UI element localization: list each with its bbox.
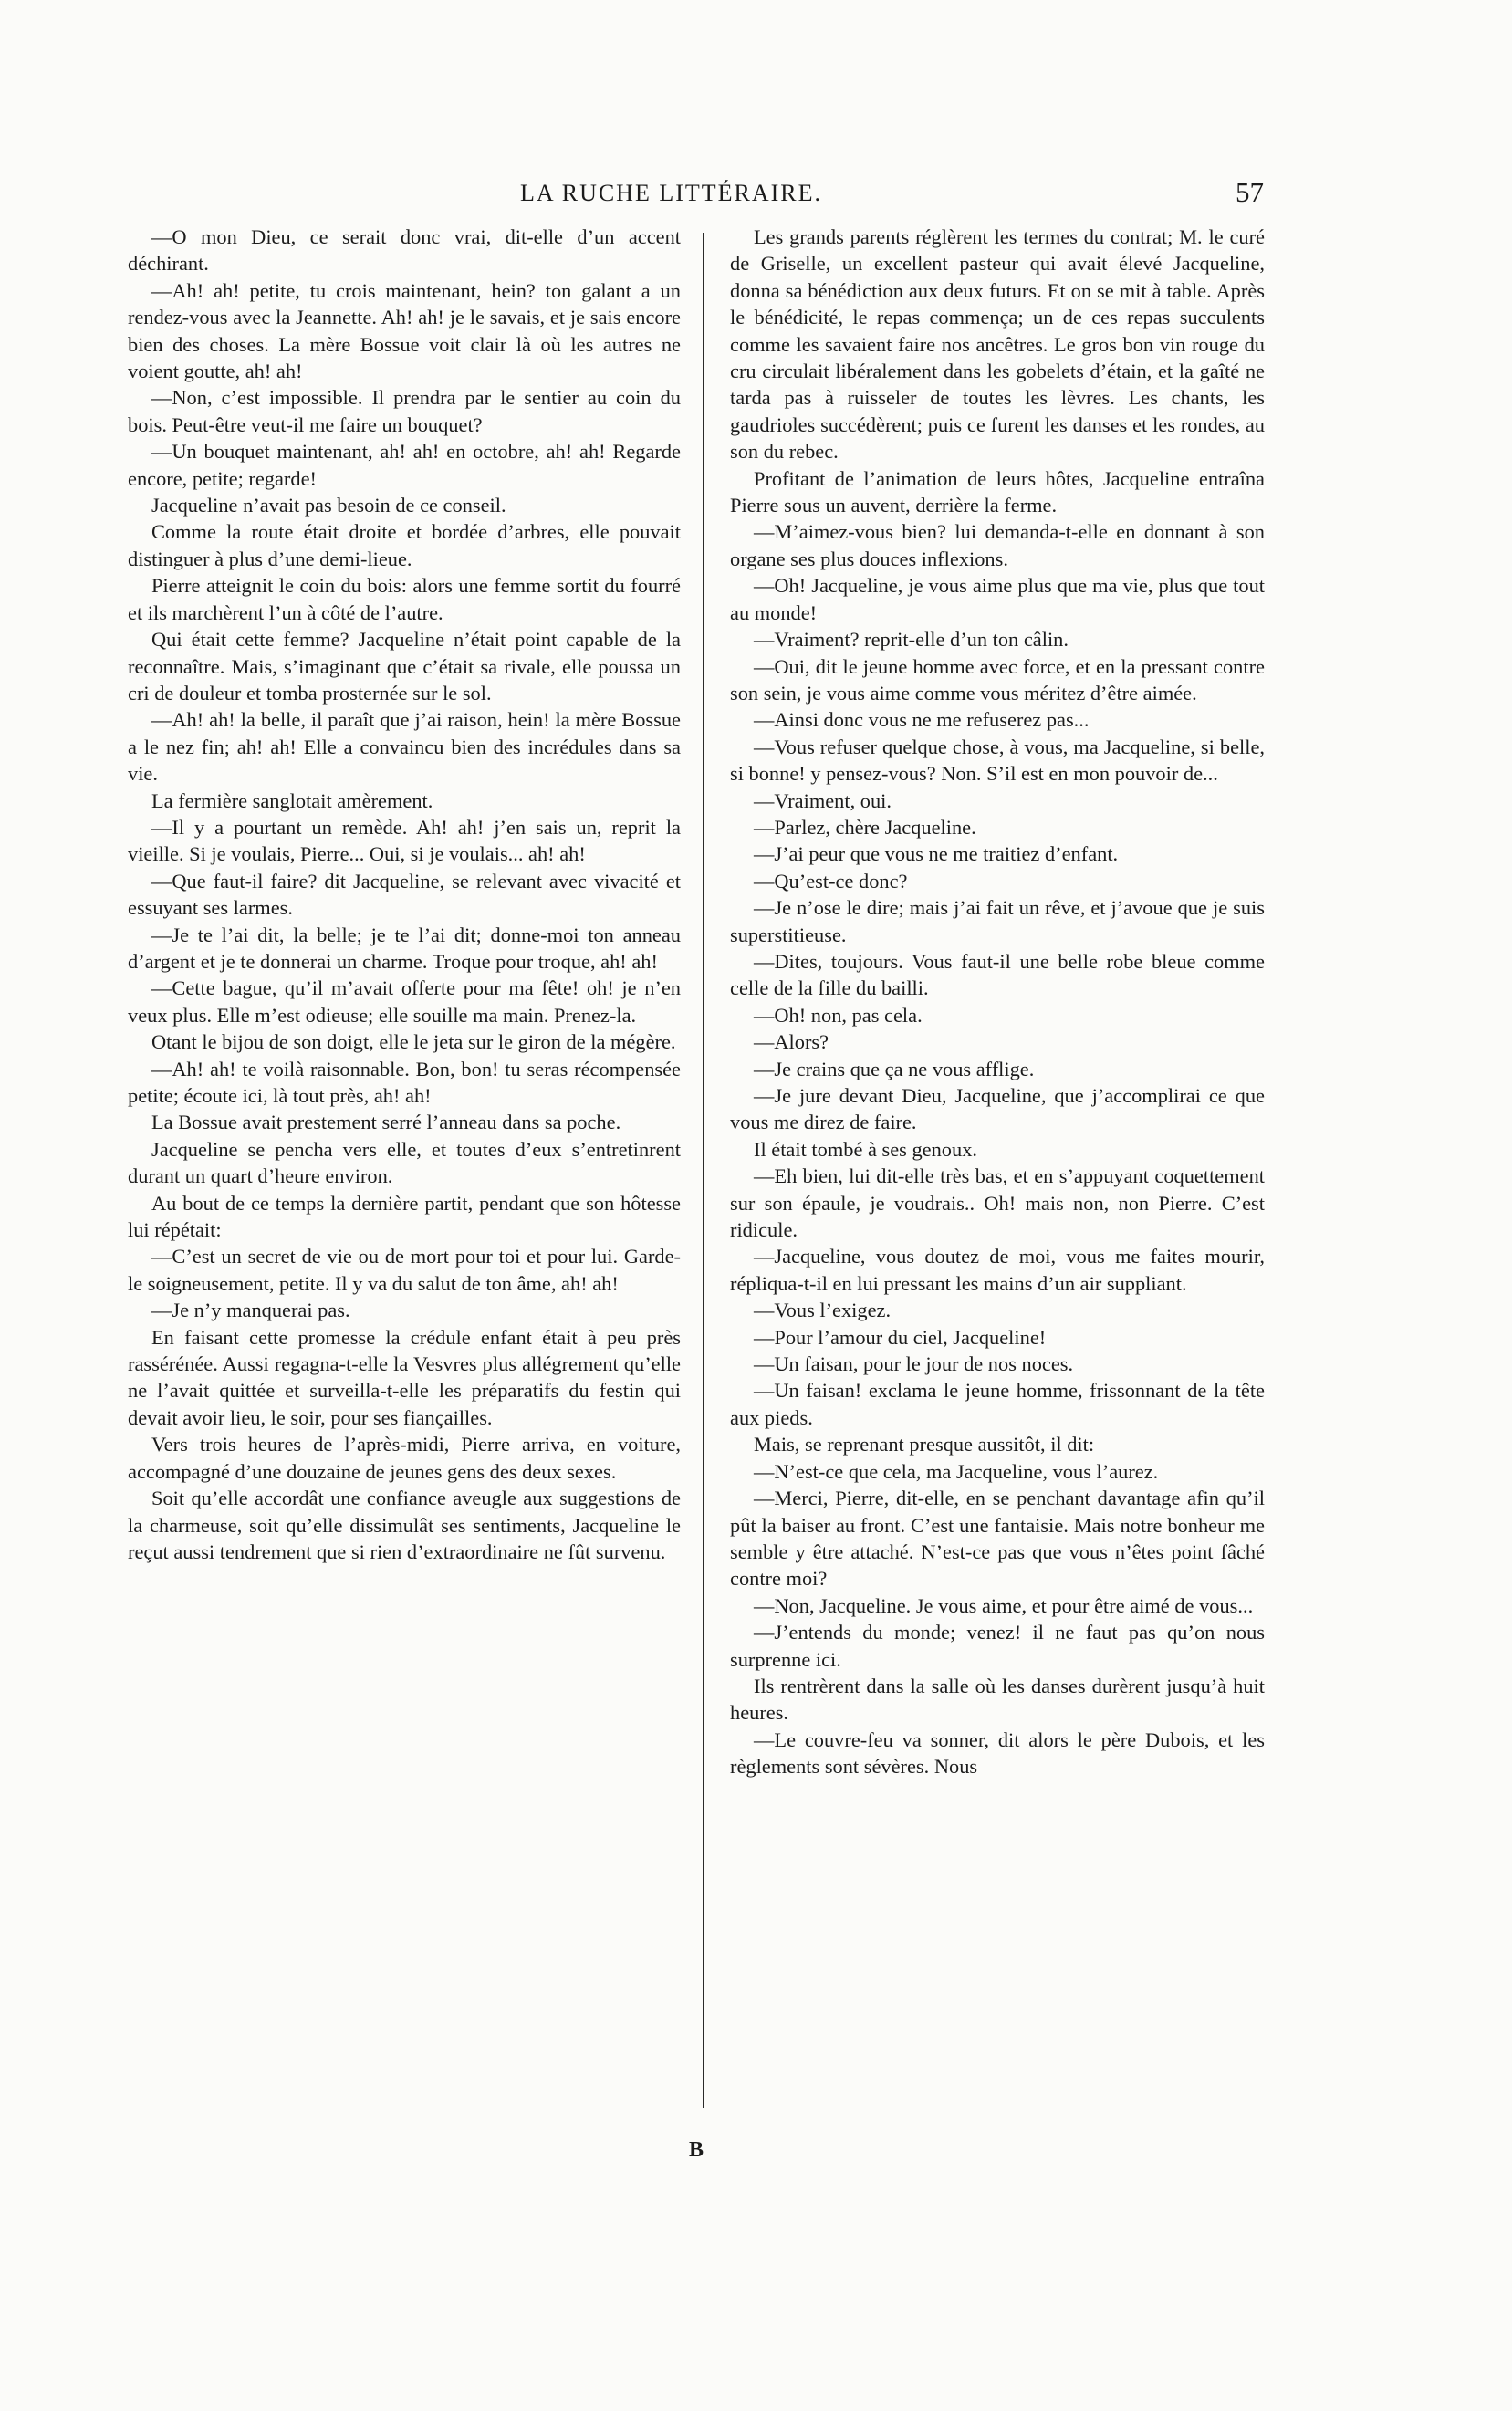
paragraph: La Bossue avait prestement serré l’anneau dans sa poche.: [151, 1111, 621, 1134]
paragraph: —N’est-ce que cela, ma Jacqueline, vous l’aurez.: [754, 1459, 1159, 1483]
paragraph: —Que faut-il faire? dit Jacqueline, se relevant avec vivacité et essuyant ses larmes.: [128, 869, 681, 920]
paragraph: —Non, c’est impossible. Il prendra par le sentier au coin du bois. Peut-être veut-il me faire un bouquet?: [128, 386, 681, 436]
paragraph: —Oui, dit le jeune homme avec force, et en la pressant contre son sein, je vous aime comme vous méritez d’être aimée.: [730, 654, 1265, 705]
paragraph: —Le couvre-feu va sonner, dit alors le père Dubois, et les règlements sont sévères. Nous: [730, 1727, 1265, 1779]
paragraph: Mais, se reprenant presque aussitôt, il dit:: [754, 1433, 1095, 1456]
paragraph: —Je n’ose le dire; mais j’ai fait un rêve, et j’avoue que je suis superstitieuse.: [730, 896, 1265, 946]
paragraph: —Un faisan! exclama le jeune homme, frissonnant de la tête aux pieds.: [730, 1379, 1265, 1429]
paragraph: —Un faisan, pour le jour de nos noces.: [754, 1352, 1074, 1376]
paragraph: —Je te l’ai dit, la belle; je te l’ai dit; donne-moi ton anneau d’argent et je te donnerai un charme. Troque pour troque, ah! ah!: [128, 923, 681, 973]
paragraph: Pierre atteignit le coin du bois: alors une femme sortit du fourré et ils marchèrent l’un à côté de l’autre.: [128, 574, 681, 624]
paragraph: —Dites, toujours. Vous faut-il une belle robe bleue comme celle de la fille du bailli.: [730, 949, 1265, 1000]
paragraph: La fermière sanglotait amèrement.: [151, 788, 433, 812]
paragraph: —J’entends du monde; venez! il ne faut pas qu’on nous surprenne ici.: [730, 1621, 1265, 1671]
paragraph: Les grands parents réglèrent les termes du contrat; M. le curé de Griselle, un excellent pasteur qui avait élevé Jacqueline, donna sa bénédiction aux deux futurs. Et on se mit à table. Après le bénédicité, le repas commença; un de ces repas succulents comme les savaient faire nos ancêtres. Le gros bon vin rouge du cru circulait libéralement dans les gobelets d’étain, et la gaîté ne tarda pas à ruisseler de toutes les lèvres. Les chants, les gaudrioles succédèrent; puis ce furent les danses et les rondes, au son du rebec.: [730, 225, 1265, 464]
paragraph: Soit qu’elle accordât une confiance aveugle aux suggestions de la charmeuse, soit qu’elle dissimulât ses sentiments, Jacqueline le reçut aussi tendrement que si rien d’extraordinaire ne fût survenu.: [128, 1487, 681, 1563]
paragraph: Comme la route était droite et bordée d’arbres, elle pouvait distinguer à plus d’une demi-lieue.: [128, 520, 681, 570]
paragraph: —Un bouquet maintenant, ah! ah! en octobre, ah! ah! Regarde encore, petite; regarde!: [128, 440, 681, 490]
page-number: 57: [1236, 176, 1264, 208]
running-title: LA RUCHE LITTÉRAIRE.: [520, 180, 823, 206]
paragraph: Profitant de l’animation de leurs hôtes, Jacqueline entraîna Pierre sous un auvent, derrière la ferme.: [730, 466, 1265, 517]
paragraph: —Vous refuser quelque chose, à vous, ma Jacqueline, si belle, si bonne! y pensez-vous? Non. S’il est en mon pouvoir de...: [730, 735, 1265, 786]
paragraph: Vers trois heures de l’après-midi, Pierre arriva, en voiture, accompagné d’une douzaine de jeunes gens des deux sexes.: [128, 1433, 681, 1483]
paragraph: —Cette bague, qu’il m’avait offerte pour ma fête! oh! je n’en veux plus. Elle m’est odieuse; elle souille ma main. Prenez-la.: [128, 976, 681, 1027]
paragraph: —Vous l’exigez.: [754, 1299, 892, 1322]
paragraph: Il était tombé à ses genoux.: [754, 1137, 977, 1161]
paragraph: Otant le bijou de son doigt, elle le jeta sur le giron de la mégère.: [151, 1030, 676, 1054]
page-header: [128, 176, 1264, 216]
paragraph: —C’est un secret de vie ou de mort pour toi et pour lui. Garde-le soigneusement, petite. Il y va du salut de ton âme, ah! ah!: [128, 1245, 681, 1295]
paragraph: —O mon Dieu, ce serait donc vrai, dit-elle d’un accent déchirant.: [128, 225, 681, 276]
paragraph: —Oh! non, pas cela.: [754, 1003, 923, 1027]
paragraph: —Pour l’amour du ciel, Jacqueline!: [754, 1325, 1047, 1349]
paragraph: —Qu’est-ce donc?: [754, 869, 908, 892]
paragraph: —Je crains que ça ne vous afflige.: [754, 1057, 1035, 1080]
paragraph: —Merci, Pierre, dit-elle, en se penchant davantage afin qu’il pût la baiser au front. C’est une fantaisie. Mais notre bonheur me semble y être attaché. N’est-ce pas que vous n’êtes point fâché contre moi?: [730, 1487, 1265, 1591]
paragraph: —Je jure devant Dieu, Jacqueline, que j’accomplirai ce que vous me direz de faire.: [730, 1084, 1265, 1134]
paragraph: —Vraiment, oui.: [754, 788, 892, 812]
paragraph: —Ah! ah! te voilà raisonnable. Bon, bon! tu seras récompensée petite; écoute ici, là tout près, ah! ah!: [128, 1057, 681, 1107]
paragraph: —Oh! Jacqueline, je vous aime plus que ma vie, plus que tout au monde!: [730, 574, 1265, 624]
paragraph: —Vraiment? reprit-elle d’un ton câlin.: [754, 628, 1069, 652]
paragraph: —Parlez, chère Jacqueline.: [754, 815, 976, 839]
paragraph: Ils rentrèrent dans la salle où les danses durèrent jusqu’à huit heures.: [730, 1674, 1265, 1725]
right-text-column: [730, 224, 1265, 2131]
paragraph: —Ah! ah! petite, tu crois maintenant, hein? ton galant a un rendez-vous avec la Jeannette. Ah! ah! je le savais, et je sais encore bien des choses. La mère Bossue voit clair là où les autres ne voient goutte, ah! ah!: [128, 278, 681, 383]
paragraph: —Ainsi donc vous ne me refuserez pas...: [754, 708, 1090, 732]
paragraph: —Il y a pourtant un remède. Ah! ah! j’en sais un, reprit la vieille. Si je voulais, Pierre... Oui, si je voulais... ah! ah!: [128, 815, 681, 866]
column-divider: [703, 233, 704, 2108]
paragraph: —Jacqueline, vous doutez de moi, vous me faites mourir, répliqua-t-il en lui pressant les mains d’un air suppliant.: [730, 1245, 1265, 1295]
paragraph: En faisant cette promesse la crédule enfant était à peu près rassérénée. Aussi regagna-t-elle la Vesvres plus allégrement qu’elle ne l’avait quittée et surveilla-t-elle les préparatifs du festin qui devait avoir lieu, le soir, pour ses fiançailles.: [128, 1325, 681, 1429]
paragraph: —M’aimez-vous bien? lui demanda-t-elle en donnant à son organe ses plus douces inflexions.: [730, 520, 1265, 570]
paragraph: Au bout de ce temps la dernière partit, pendant que son hôtesse lui répétait:: [128, 1191, 681, 1242]
signature-mark: B: [689, 2138, 704, 2162]
paragraph: —Non, Jacqueline. Je vous aime, et pour être aimé de vous...: [754, 1593, 1254, 1617]
left-text-column: [128, 224, 681, 2131]
paragraph: —Eh bien, lui dit-elle très bas, et en s’appuyant coquettement sur son épaule, je voudrais.. Oh! mais non, non Pierre. C’est ridicule.: [730, 1164, 1265, 1242]
paragraph: Jacqueline se pencha vers elle, et toutes d’eux s’entretinrent durant un quart d’heure environ.: [128, 1137, 681, 1188]
paragraph: —J’ai peur que vous ne me traitiez d’enfant.: [754, 842, 1119, 866]
paragraph: —Alors?: [754, 1030, 829, 1054]
paragraph: Qui était cette femme? Jacqueline n’était point capable de la reconnaître. Mais, s’imaginant que c’était sa rivale, elle poussa un cri de douleur et tomba prosternée sur le sol.: [128, 628, 681, 705]
paragraph: —Ah! ah! la belle, il paraît que j’ai raison, hein! la mère Bossue a le nez fin; ah! ah! Elle a convaincu bien des incrédules dans sa vie.: [128, 708, 681, 786]
paragraph: —Je n’y manquerai pas.: [151, 1299, 350, 1322]
paragraph: Jacqueline n’avait pas besoin de ce conseil.: [151, 494, 506, 517]
